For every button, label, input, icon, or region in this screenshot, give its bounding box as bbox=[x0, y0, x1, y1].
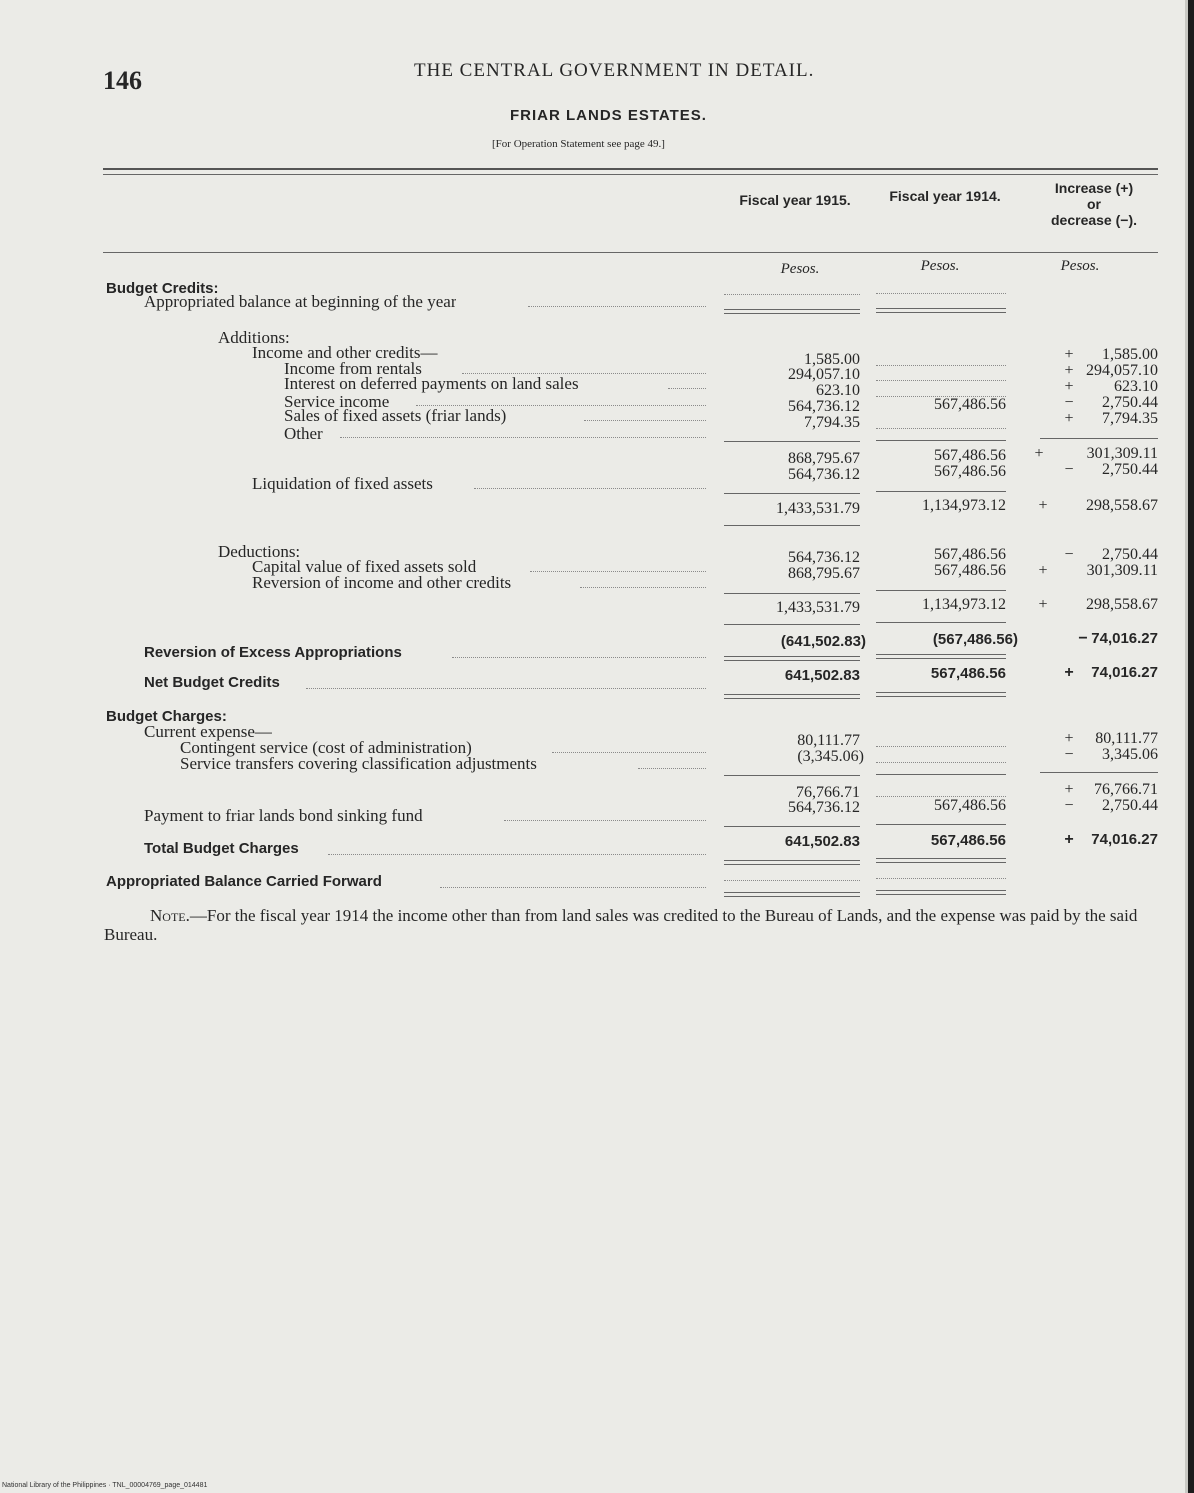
leader bbox=[474, 488, 706, 489]
row-label-income-rentals: Income from rentals bbox=[284, 359, 422, 378]
double-rule bbox=[724, 656, 860, 661]
row-label-service-income: Service income bbox=[284, 392, 390, 411]
unit-label-change: Pesos. bbox=[1060, 258, 1100, 274]
change-sign: + bbox=[1064, 410, 1074, 427]
subtotal-income-1915: 868,795.67 bbox=[788, 450, 860, 467]
change-value: 3,345.06 bbox=[1102, 746, 1158, 763]
row-label-reversion-excess: Reversion of Excess Appropriations bbox=[144, 644, 402, 661]
table-top-rule bbox=[103, 168, 1158, 170]
change-value: 301,309.11 bbox=[1086, 562, 1158, 579]
total-rule bbox=[876, 590, 1006, 591]
value-1915: (641,502.83) bbox=[780, 633, 866, 650]
change-sign: + bbox=[1064, 346, 1074, 363]
column-header-1915 bbox=[730, 192, 860, 208]
change-value: 2,750.44 bbox=[1102, 797, 1158, 814]
running-title: THE CENTRAL GOVERNMENT IN DETAIL. bbox=[414, 60, 815, 81]
value-1914: 567,486.56 bbox=[934, 562, 1006, 579]
column-header-change bbox=[1030, 180, 1158, 228]
row-label-contingent-service: Contingent service (cost of administration) bbox=[180, 738, 472, 757]
unit-label-1915: Pesos. bbox=[780, 261, 820, 277]
total-rule bbox=[724, 593, 860, 594]
value-1915: 294,057.10 bbox=[788, 366, 860, 383]
change-sign: − bbox=[1064, 746, 1074, 763]
leader bbox=[580, 587, 706, 588]
change-sign: + bbox=[1064, 664, 1074, 681]
value-1914: 567,486.56 bbox=[934, 546, 1006, 563]
value-1915: 7,794.35 bbox=[804, 414, 860, 431]
double-rule bbox=[724, 309, 860, 314]
change-value: 301,309.11 bbox=[1086, 445, 1158, 462]
change-sign: + bbox=[1064, 362, 1074, 379]
change-sign: − bbox=[1064, 546, 1074, 563]
change-value: 80,111.77 bbox=[1095, 730, 1158, 747]
change-value: 298,558.67 bbox=[1086, 497, 1158, 514]
change-sign: − bbox=[1078, 630, 1088, 647]
section-additions: Additions: bbox=[218, 328, 290, 347]
leader bbox=[504, 820, 706, 821]
leader bbox=[440, 887, 706, 888]
subtotal-rule bbox=[1040, 438, 1158, 439]
value-1915: 641,502.83 bbox=[784, 833, 860, 850]
row-label-total-budget-charges: Total Budget Charges bbox=[144, 840, 299, 857]
change-value: 2,750.44 bbox=[1102, 461, 1158, 478]
value-1915: 564,736.12 bbox=[788, 398, 860, 415]
subtotal-rule bbox=[724, 775, 860, 776]
subtotal-income-1914: 567,486.56 bbox=[934, 447, 1006, 464]
leader bbox=[528, 306, 706, 307]
table-top-rule-thin bbox=[103, 174, 1158, 175]
row-label-capital-value: Capital value of fixed assets sold bbox=[252, 557, 477, 576]
row-label-service-transfers: Service transfers covering classification adjustments bbox=[180, 754, 537, 773]
change-value: 298,558.67 bbox=[1086, 596, 1158, 613]
leader bbox=[724, 880, 860, 881]
leader bbox=[876, 380, 1006, 381]
value-1915: 564,736.12 bbox=[788, 549, 860, 566]
subtotal-rule bbox=[1040, 772, 1158, 773]
subtotal-rule bbox=[876, 440, 1006, 441]
change-sign: + bbox=[1038, 497, 1048, 514]
change-sign: − bbox=[1064, 797, 1074, 814]
column-header-1914 bbox=[880, 188, 1010, 204]
row-label-other: Other bbox=[284, 424, 323, 443]
total-rule bbox=[876, 824, 1006, 825]
note-text: —For the fiscal year 1914 the income other than from land sales was credited to the Bureau of Lands, and the expense was paid by the said Bureau. bbox=[104, 906, 1138, 944]
section-budget-charges: Budget Charges: bbox=[106, 708, 227, 725]
value-1914: 567,486.56 bbox=[934, 463, 1006, 480]
total-additions-1915: 1,433,531.79 bbox=[776, 500, 860, 517]
total-additions-1914: 1,134,973.12 bbox=[922, 497, 1006, 514]
change-header-line2: or bbox=[1087, 196, 1101, 212]
double-rule bbox=[876, 308, 1006, 313]
leader bbox=[876, 365, 1006, 366]
leader bbox=[876, 762, 1006, 763]
double-rule bbox=[876, 654, 1006, 659]
total-rule bbox=[724, 624, 860, 625]
value-1914: 567,486.56 bbox=[930, 665, 1006, 682]
leader bbox=[876, 878, 1006, 879]
change-sign: − bbox=[1064, 461, 1074, 478]
row-label-interest-deferred: Interest on deferred payments on land sales bbox=[284, 374, 579, 393]
double-rule bbox=[724, 694, 860, 699]
change-value: 623.10 bbox=[1114, 378, 1158, 395]
leader bbox=[876, 428, 1006, 429]
subtotal-rule bbox=[724, 441, 860, 442]
double-rule bbox=[876, 692, 1006, 697]
leader bbox=[552, 752, 706, 753]
change-sign: − bbox=[1064, 394, 1074, 411]
row-label-liquidation: Liquidation of fixed assets bbox=[252, 474, 433, 493]
leader bbox=[530, 571, 706, 572]
change-sign: + bbox=[1038, 562, 1048, 579]
leader bbox=[876, 293, 1006, 294]
leader bbox=[638, 768, 706, 769]
change-value: 2,750.44 bbox=[1102, 546, 1158, 563]
change-sign: + bbox=[1038, 596, 1048, 613]
page-number: 146 bbox=[103, 66, 142, 95]
section-title: FRIAR LANDS ESTATES. bbox=[510, 107, 707, 124]
total-rule bbox=[876, 491, 1006, 492]
change-sign: + bbox=[1064, 781, 1074, 798]
row-label-reversion-income: Reversion of income and other credits bbox=[252, 573, 512, 592]
section-income-and-other: Income and other credits— bbox=[252, 343, 438, 362]
change-sign: + bbox=[1064, 378, 1074, 395]
section-deductions: Deductions: bbox=[218, 542, 301, 561]
unit-label-1914: Pesos. bbox=[920, 258, 960, 274]
leader bbox=[876, 746, 1006, 747]
total-rule bbox=[724, 525, 860, 526]
value-1915: 80,111.77 bbox=[797, 732, 860, 749]
value-1915: 868,795.67 bbox=[788, 565, 860, 582]
double-rule bbox=[876, 890, 1006, 895]
change-sign: + bbox=[1064, 730, 1074, 747]
note-paragraph bbox=[104, 906, 1160, 944]
row-label-appropriated-balance: Appropriated balance at beginning of the year bbox=[144, 292, 457, 311]
change-value: 1,585.00 bbox=[1102, 346, 1158, 363]
change-value: 7,794.35 bbox=[1102, 410, 1158, 427]
row-label-net-budget-credits: Net Budget Credits bbox=[144, 674, 280, 691]
total-deductions-1914: 1,134,973.12 bbox=[922, 596, 1006, 613]
value-1914: 567,486.56 bbox=[934, 396, 1006, 413]
double-rule bbox=[724, 860, 860, 865]
total-rule bbox=[876, 622, 1006, 623]
total-rule bbox=[724, 826, 860, 827]
change-value: 76,766.71 bbox=[1094, 781, 1158, 798]
value-1915: 1,585.00 bbox=[804, 351, 860, 368]
footer-credit: National Library of the Philippines · TNL_00004769_page_014481 bbox=[2, 1482, 208, 1489]
value-1914: (567,486.56) bbox=[932, 631, 1018, 648]
change-header-line3: decrease (−). bbox=[1051, 212, 1137, 228]
column-header-1915-text: Fiscal year 1915. bbox=[739, 192, 851, 208]
value-1914: 567,486.56 bbox=[934, 797, 1006, 814]
leader bbox=[452, 657, 706, 658]
leader bbox=[584, 420, 706, 421]
change-value: 74,016.27 bbox=[1091, 664, 1158, 681]
leader bbox=[340, 437, 706, 438]
subtitle: [For Operation Statement see page 49.] bbox=[492, 138, 665, 150]
double-rule bbox=[876, 858, 1006, 863]
section-budget-credits: Budget Credits: bbox=[106, 280, 219, 297]
change-sign: + bbox=[1064, 831, 1074, 848]
leader bbox=[306, 688, 706, 689]
section-current-expense: Current expense— bbox=[144, 722, 272, 741]
total-deductions-1915: 1,433,531.79 bbox=[776, 599, 860, 616]
row-label-payment-sinking: Payment to friar lands bond sinking fund bbox=[144, 806, 423, 825]
subtotal-rule bbox=[876, 774, 1006, 775]
value-1915: 564,736.12 bbox=[788, 799, 860, 816]
row-label-sales-fixed-assets: Sales of fixed assets (friar lands) bbox=[284, 406, 507, 425]
total-rule bbox=[724, 493, 860, 494]
leader bbox=[328, 854, 706, 855]
change-header-line1: Increase (+) bbox=[1054, 180, 1134, 196]
value-1915: (3,345.06) bbox=[797, 748, 864, 765]
page-edge bbox=[1188, 0, 1194, 1493]
change-value: 74,016.27 bbox=[1091, 831, 1158, 848]
value-1915: 623.10 bbox=[816, 382, 860, 399]
note-lead: Note. bbox=[150, 906, 190, 925]
row-label-appropriated-carried: Appropriated Balance Carried Forward bbox=[106, 873, 382, 890]
subtotal-expense-1915: 76,766.71 bbox=[796, 784, 860, 801]
leader bbox=[668, 388, 706, 389]
column-header-1914-text: Fiscal year 1914. bbox=[889, 188, 1001, 204]
value-1914: 567,486.56 bbox=[930, 832, 1006, 849]
leader bbox=[724, 294, 860, 295]
change-value: 2,750.44 bbox=[1102, 394, 1158, 411]
value-1915: 564,736.12 bbox=[788, 466, 860, 483]
change-value: 294,057.10 bbox=[1086, 362, 1158, 379]
double-rule bbox=[724, 892, 860, 897]
change-sign: + bbox=[1034, 445, 1044, 462]
value-1915: 641,502.83 bbox=[784, 667, 860, 684]
header-bottom-rule bbox=[103, 252, 1158, 253]
change-value: 74,016.27 bbox=[1091, 630, 1158, 647]
